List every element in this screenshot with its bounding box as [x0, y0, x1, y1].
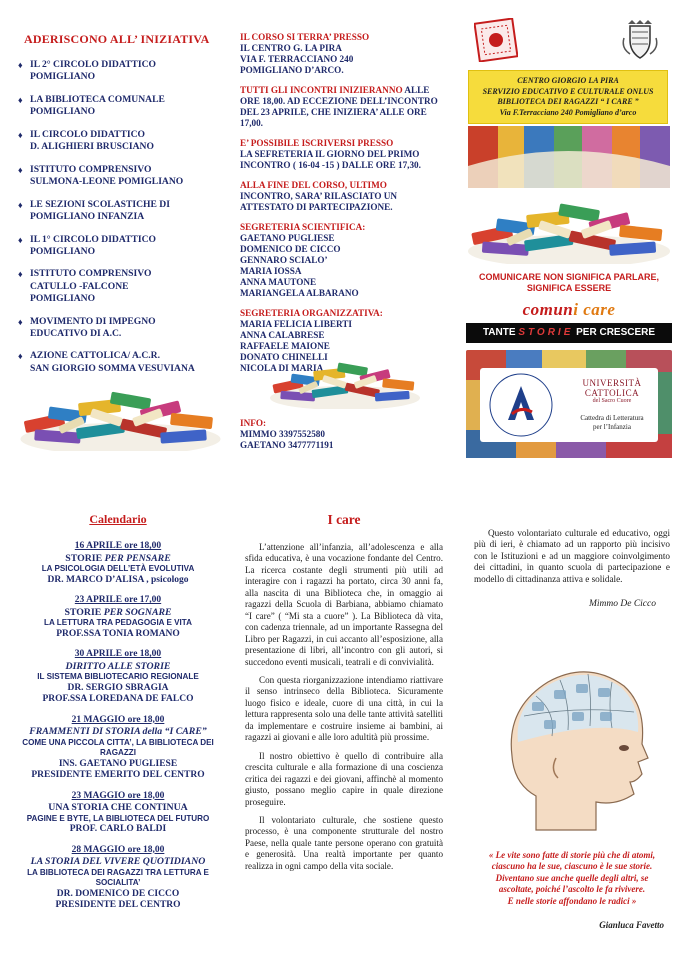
adhesions-panel: [18, 32, 223, 452]
info-heading: INFO:: [240, 418, 267, 428]
info-block: [240, 418, 334, 451]
event-subtitle: IL SISTEMA BIBLIOTECARIO REGIONALE: [37, 672, 199, 681]
chair-line-2: per l’Infanzia: [593, 423, 631, 431]
event-speaker: PROF. CARLO BALDI: [69, 824, 167, 834]
adhesion-item: ♦ MOVIMENTO DI IMPEGNO EDUCATIVO DI A.C.: [18, 316, 223, 340]
time-heading: TUTTI GLI INCONTRI INIZIERANNO: [240, 85, 403, 95]
quote-author: Gianluca Favetto: [599, 920, 664, 930]
event-title-a: STORIE: [64, 606, 104, 618]
adhesion-item: ♦ IL CIRCOLO DIDATTICO D. ALIGHIERI BRUSCIANO: [18, 129, 223, 153]
info-phones: MIMMO 3397552580 GAETANO 3477771191: [240, 429, 334, 450]
event-title-b: FRAMMENTI DI STORIA della “I CARE”: [29, 726, 207, 737]
event-title-a: STORIE: [65, 552, 105, 564]
slogan-text: COMUNICARE NON SIGNIFICA PARLARE, SIGNIFICA ESSERE: [479, 272, 659, 293]
icare-paragraph: Il nostro obiettivo è quello di contribuire alla crescita culturale e alla formazione di una coscienza critica dei ragazzi e dei giovani, affinchè al momento giusto, possano meglio capire in quale direzione proseguire.: [245, 750, 443, 807]
book-pile-illustration: [18, 387, 223, 451]
time-block: [240, 85, 445, 129]
adhesion-item: ♦ LE SEZIONI SCOLASTICHE DI POMIGLIANO INFANZIA: [18, 199, 223, 223]
event-date: 16 APRILE ore 18,00: [74, 541, 162, 551]
event-title: [18, 856, 218, 868]
location-block: [240, 32, 445, 76]
bar-text-b: STORIE: [518, 327, 574, 338]
event-subtitle: PAGINE E BYTE, LA BIBLIOTECA DEL FUTURO: [26, 813, 210, 823]
event-title: [18, 726, 218, 738]
phrenology-head-illustration: [496, 646, 656, 836]
closing-panel: [474, 528, 670, 948]
calendar-event: [18, 541, 218, 586]
uni-line-2: CATTOLICA: [584, 388, 640, 398]
book-cover-illustration: [468, 126, 670, 188]
chair-label: [562, 414, 662, 432]
event-speaker: DR. MARCO D’ALISA , psicologo: [47, 574, 189, 585]
calendar-event: [18, 595, 218, 640]
calendar-event: [18, 845, 218, 912]
uni-line-3: del Sacro Cuore: [592, 398, 632, 404]
event-date: 30 APRILE ore 18,00: [74, 649, 162, 659]
certificate-block: [240, 180, 445, 213]
event-title: [18, 553, 218, 565]
event-title-a: UNA STORIA CHE CONTINUA: [48, 802, 188, 813]
calendar-title: Calendario: [89, 512, 147, 526]
event-title: [18, 607, 218, 619]
adhesions-list: [18, 59, 223, 375]
closing-quote: « Le vite sono fatte di storie più che di atomi, ciascuno ha le sue, ciascuno è le sue storie. Diventano sue anche quelle degli altri, se ascoltate, poiché l’ascolto le fa rivivere. E nelle storie affondano le radici »: [488, 850, 656, 906]
book-pile-illustration: [270, 357, 420, 409]
brand-panel: [466, 18, 672, 458]
calendar-event: [18, 649, 218, 706]
icare-paragraph: L’attenzione all’infanzia, all’adolescenza e alla sfida educativa, è una vocazione fondante del Centro. La ricerca costante degli strumenti più utili ad interagire con i ragazzi ha portato, circa 30 anni fa, alla nascita di una Biblioteca che, in omaggio ai ragazzi della Scuola di Barbiana, abbiamo chiamato “I care” ( “Mi sta a cuore” ). La Biblioteca dà vita, con cadenza triennale, ad un importante Rassegna del Libro per Ragazzi, in cui accanto all’esposizione, alla presentazione di libri, all’incontro con gli autori, si succedono eventi musicali, teatrali e di convivialità.: [245, 542, 443, 667]
event-speaker: DR. DOMENICO DE CICCO PRESIDENTE DEL CENTRO: [55, 888, 181, 910]
organizing-names: MARIA FELICIA LIBERTI ANNA CALABRESE RAFFAELE MAIONE DONATO CHINELLI NICOLA DI MARIA: [240, 319, 352, 373]
location-text: IL CENTRO G. LA PIRA VIA F. TERRACCIANO 240 POMIGLIANO D’ARCO.: [240, 43, 354, 75]
signup-text: LA SEFRETERIA IL GIORNO DEL PRIMO INCONTRO ( 16-04 -15 ) DALLE ORE 17,30.: [240, 149, 421, 170]
event-date: 23 APRILE ore 17,00: [74, 595, 162, 605]
scientific-secretariat: [240, 222, 445, 299]
event-date: 28 MAGGIO ore 18,00: [71, 844, 165, 855]
bar-text-a: TANTE: [482, 327, 519, 338]
adhesion-item: ♦ LA BIBLIOTECA COMUNALE POMIGLIANO: [18, 94, 223, 118]
organizing-heading: SEGRETERIA ORGANIZZATIVA:: [240, 308, 383, 318]
university-name: [562, 378, 662, 404]
certificate-text: INCONTRO, SARA’ RILASCIATO UN ATTESTATO DI PARTECIPAZIONE.: [240, 191, 398, 212]
closing-signature: Mimmo De Cicco: [588, 599, 656, 610]
event-speaker: INS. GAETANO PUGLIESE PRESIDENTE EMERITO DEL CENTRO: [31, 758, 205, 780]
adhesions-title: ADERISCONO ALL’ INIZIATIVA: [24, 32, 210, 46]
calendar-event: [18, 791, 218, 836]
icare-paragraph: Con questa riorganizzazione intendiamo riattivare il senso intrinseco della Biblioteca. Sicuramente luogo fisico e ideale, cuore di una città, in cui la lettura rappresenta solo una delle tante attività satelliti da implementare e costruire insieme ai bambini, ai ragazzi ai giovani e alle loro adultità più prossime.: [245, 674, 443, 743]
event-speaker: DR. SERGIO SBRAGIA PROF.SSA LOREDANA DE FALCO: [42, 682, 194, 704]
adhesion-item: ♦ IL 1° CIRCOLO DIDATTICO POMIGLIANO: [18, 234, 223, 258]
event-subtitle: LA LETTURA TRA PEDAGOGIA E VITA: [44, 618, 192, 627]
coat-of-arms-icon: [618, 18, 662, 62]
certificate-heading: ALLA FINE DEL CORSO, ULTIMO: [240, 180, 387, 190]
event-date: 23 MAGGIO ore 18,00: [71, 790, 165, 801]
chair-line-1: Cattedra di Letteratura: [580, 414, 644, 422]
book-pile-illustration: [468, 198, 670, 264]
calendar-event: [18, 715, 218, 782]
icare-title: I care: [327, 512, 361, 527]
center-banner: [468, 70, 668, 124]
event-title: [18, 802, 218, 814]
calendar-panel: [18, 512, 218, 912]
event-title-b: LA STORIA DEL VIVERE QUOTIDIANO: [30, 856, 206, 867]
stamp-logo: [474, 18, 518, 62]
logo-part-a: comun: [522, 300, 574, 319]
course-info-panel: [240, 32, 445, 457]
comunicare-logo: [466, 300, 672, 320]
signup-block: [240, 138, 445, 171]
adhesion-item: ♦ AZIONE CATTOLICA/ A.C.R. SAN GIORGIO SOMMA VESUVIANA: [18, 350, 223, 374]
adhesion-item: ♦ ISTITUTO COMPRENSIVO CATULLO -FALCONE POMIGLIANO: [18, 268, 223, 305]
event-title: [18, 661, 218, 673]
event-title-b: PER PENSARE: [104, 552, 171, 564]
university-mosaic-box: [466, 350, 672, 458]
event-subtitle: LA PSICOLOGIA DELL’ETÀ EVOLUTIVA: [41, 564, 195, 573]
icare-panel: [245, 512, 443, 912]
logo-part-b: i care: [573, 300, 616, 319]
event-date: 21 MAGGIO ore 18,00: [71, 714, 165, 725]
event-speaker: PROF.SSA TONIA ROMANO: [56, 628, 180, 639]
signup-heading: E’ POSSIBILE ISCRIVERSI PRESSO: [240, 138, 394, 148]
event-title-b: DIRITTO ALLE STORIE: [65, 660, 171, 672]
title-bar: [466, 323, 672, 343]
association-logo: [488, 372, 554, 438]
uni-line-1: UNIVERSITÀ: [582, 378, 642, 388]
adhesion-item: ♦ IL 2° CIRCOLO DIDATTICO POMIGLIANO: [18, 59, 223, 83]
adhesion-item: ♦ ISTITUTO COMPRENSIVO SULMONA-LEONE POMIGLIANO: [18, 164, 223, 188]
location-heading: IL CORSO SI TERRA’ PRESSO: [240, 32, 370, 42]
scientific-heading: SEGRETERIA SCIENTIFICA:: [240, 222, 366, 232]
time-text: ALLE ORE 18,00. AD ECCEZIONE DELL’INCONTRO DEL 23 APRILE, CHE INIZIERA’ ALLE ORE 17,00.: [240, 85, 438, 128]
event-title-b: PER SOGNARE: [103, 606, 172, 618]
bar-text-c: PER CRESCERE: [573, 327, 656, 338]
banner-text: CENTRO GIORGIO LA PIRA SERVIZIO EDUCATIVO E CULTURALE ONLUS BIBLIOTECA DEI RAGAZZI “ I CARE ” Via F.Terracciano 240 Pomigliano d’arco: [482, 76, 654, 117]
closing-intro: Questo volontariato culturale ed educativo, oggi più di ieri, è chiamato ad un rapporto più incisivo con le Istituzioni e ad un maggiore coinvolgimento dei cittadini, in quanto scuola di partecipazione e modello di cittadinanza attiva e solidale.: [474, 528, 670, 584]
event-subtitle: COME UNA PICCOLA CITTA’, LA BIBLIOTECA DEI RAGAZZI: [22, 737, 214, 757]
icare-paragraph: Il volontariato culturale, che sostiene questo processo, è una componente strutturale del nostro Paese, nella quale tante persone operano con gratuità e generosità. Una realtà importante per quanto realizza in ogni campo della vita sociale.: [245, 814, 443, 871]
event-subtitle: LA BIBLIOTECA DEI RAGAZZI TRA LETTURA E SOCIALITA’: [27, 867, 209, 887]
scientific-names: GAETANO PUGLIESE DOMENICO DE CICCO GENNARO SCIALO’ MARIA IOSSA ANNA MAUTONE MARIANGELA ALBARANO: [240, 233, 359, 298]
